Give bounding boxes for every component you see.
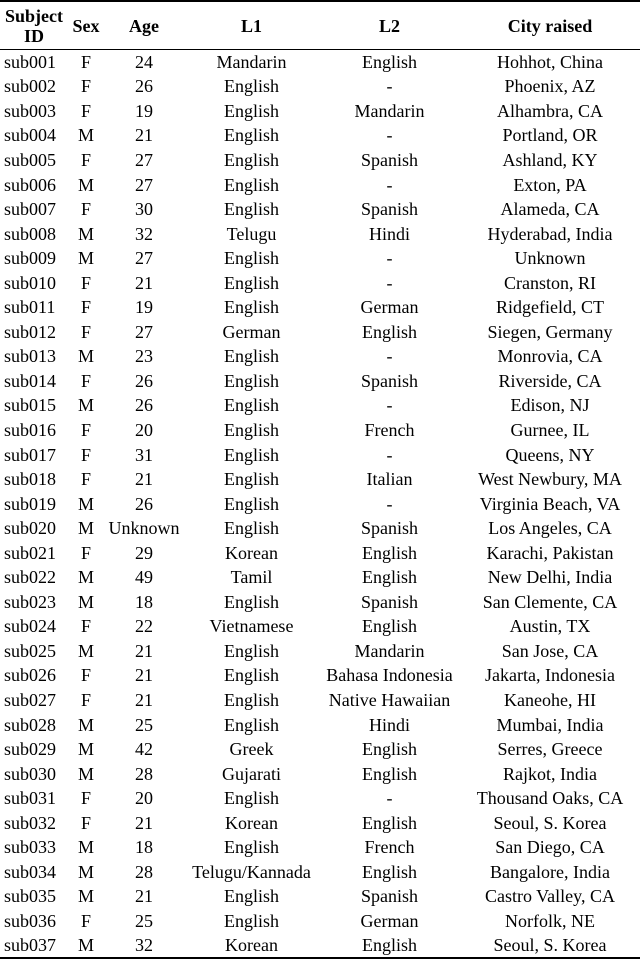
cell-city-raised: Norfolk, NE <box>505 910 595 931</box>
cell-city-raised: Alhambra, CA <box>497 100 603 121</box>
cell-city-raised: Serres, Greece <box>497 739 603 760</box>
cell-city-raised: Phoenix, AZ <box>504 76 596 97</box>
table-row <box>0 614 640 639</box>
cell-city-raised: Austin, TX <box>509 616 591 637</box>
header-city-raised: City raised <box>507 15 593 36</box>
cell-l2: English <box>361 616 417 637</box>
cell-l1: English <box>223 640 279 661</box>
cell-city-raised: Exton, PA <box>513 174 587 195</box>
cell-sex: M <box>77 837 94 858</box>
cell-age: 26 <box>135 395 153 416</box>
table-row <box>0 933 640 958</box>
cell-subject-id: sub015 <box>4 395 57 416</box>
cell-l1: English <box>223 886 279 907</box>
cell-sex: F <box>80 812 91 833</box>
cell-subject-id: sub025 <box>4 640 57 661</box>
cell-l1: English <box>223 174 279 195</box>
cell-l1: English <box>223 76 279 97</box>
cell-age: 28 <box>135 763 153 784</box>
cell-l1: Vietnamese <box>209 616 294 637</box>
cell-l2: English <box>361 321 417 342</box>
cell-subject-id: sub034 <box>4 861 57 882</box>
cell-l1: Gujarati <box>222 763 281 784</box>
cell-l1: Mandarin <box>216 52 287 73</box>
table-row <box>0 884 640 909</box>
cell-age: 21 <box>135 665 153 686</box>
cell-l2: - <box>386 444 393 465</box>
cell-age: 20 <box>135 419 153 440</box>
cell-l2: English <box>361 567 417 588</box>
cell-sex: M <box>77 248 94 269</box>
cell-subject-id: sub011 <box>4 297 56 318</box>
cell-subject-id: sub003 <box>4 100 57 121</box>
cell-sex: F <box>80 100 91 121</box>
table-row <box>0 393 640 418</box>
table-row <box>0 786 640 811</box>
cell-l2: English <box>361 861 417 882</box>
cell-city-raised: Portland, OR <box>502 125 598 146</box>
cell-subject-id: sub013 <box>4 346 57 367</box>
table-row <box>0 369 640 394</box>
cell-subject-id: sub010 <box>4 272 57 293</box>
table-body <box>0 50 640 959</box>
table-row <box>0 860 640 885</box>
cell-subject-id: sub019 <box>4 493 57 514</box>
cell-l1: English <box>223 493 279 514</box>
header-l2: L2 <box>378 15 400 36</box>
cell-city-raised: Hohhot, China <box>497 52 603 73</box>
cell-city-raised: Seoul, S. Korea <box>493 935 607 956</box>
header-subject-id <box>0 1 68 50</box>
cell-sex: M <box>77 640 94 661</box>
cell-subject-id: sub021 <box>4 542 57 563</box>
header-l1: L1 <box>240 15 262 36</box>
cell-l1: English <box>223 689 279 710</box>
cell-l1: English <box>223 591 279 612</box>
cell-age: 18 <box>135 591 153 612</box>
table-row <box>0 761 640 786</box>
cell-l1: English <box>223 297 279 318</box>
cell-l2: English <box>361 812 417 833</box>
cell-l1: English <box>223 837 279 858</box>
cell-age: 32 <box>135 935 153 956</box>
cell-l2: English <box>361 542 417 563</box>
cell-l2: - <box>386 76 393 97</box>
table-row <box>0 810 640 835</box>
cell-subject-id: sub026 <box>4 665 57 686</box>
cell-city-raised: Cranston, RI <box>504 272 596 293</box>
cell-city-raised: Edison, NJ <box>510 395 590 416</box>
header-subject-id-line2: ID <box>23 25 44 46</box>
table-row <box>0 712 640 737</box>
cell-city-raised: Monrovia, CA <box>497 346 603 367</box>
cell-subject-id: sub032 <box>4 812 57 833</box>
cell-l2: Native Hawaiian <box>328 689 451 710</box>
cell-subject-id: sub002 <box>4 76 57 97</box>
cell-l2: Mandarin <box>354 640 425 661</box>
cell-subject-id: sub012 <box>4 321 57 342</box>
cell-l2: Spanish <box>360 518 418 539</box>
cell-l2: - <box>386 788 393 809</box>
cell-city-raised: Alameda, CA <box>500 199 600 220</box>
cell-subject-id: sub035 <box>4 886 57 907</box>
table-row <box>0 909 640 934</box>
cell-l2: Spanish <box>360 886 418 907</box>
cell-age: 27 <box>135 174 153 195</box>
cell-l2: Spanish <box>360 370 418 391</box>
cell-l1: English <box>223 444 279 465</box>
cell-l2: - <box>386 272 393 293</box>
table-row <box>0 99 640 124</box>
cell-l2: - <box>386 125 393 146</box>
cell-l2: Hindi <box>368 714 410 735</box>
cell-age: 21 <box>135 125 153 146</box>
cell-sex: M <box>77 763 94 784</box>
cell-sex: F <box>80 616 91 637</box>
cell-l1: English <box>223 469 279 490</box>
cell-l1: English <box>223 419 279 440</box>
cell-city-raised: Rajkot, India <box>503 763 597 784</box>
cell-city-raised: San Clemente, CA <box>482 591 618 612</box>
cell-age: 27 <box>135 321 153 342</box>
cell-subject-id: sub014 <box>4 370 57 391</box>
table-row <box>0 737 640 762</box>
cell-l1: English <box>223 518 279 539</box>
cell-l1: English <box>223 788 279 809</box>
table-row <box>0 663 640 688</box>
cell-sex: F <box>80 76 91 97</box>
cell-sex: F <box>80 199 91 220</box>
cell-sex: F <box>80 321 91 342</box>
cell-subject-id: sub004 <box>4 125 57 146</box>
cell-age: 19 <box>135 297 153 318</box>
table-row <box>0 639 640 664</box>
header-subject-id-line1: Subject <box>5 5 63 26</box>
table-row <box>0 74 640 99</box>
cell-l1: English <box>223 125 279 146</box>
cell-age: 42 <box>135 739 153 760</box>
cell-age: 22 <box>135 616 153 637</box>
cell-sex: F <box>80 788 91 809</box>
cell-l2: German <box>360 297 419 318</box>
cell-age: 25 <box>135 714 153 735</box>
cell-sex: M <box>77 714 94 735</box>
cell-age: 21 <box>135 469 153 490</box>
cell-subject-id: sub005 <box>4 149 57 170</box>
cell-age: 24 <box>135 52 153 73</box>
table-row <box>0 442 640 467</box>
cell-age: 20 <box>135 788 153 809</box>
cell-l2: Mandarin <box>354 100 425 121</box>
cell-age: 27 <box>135 248 153 269</box>
cell-sex: M <box>77 739 94 760</box>
cell-l1: Korean <box>225 935 278 956</box>
cell-sex: M <box>77 886 94 907</box>
cell-l2: - <box>386 493 393 514</box>
cell-l2: English <box>361 935 417 956</box>
table-row <box>0 590 640 615</box>
cell-city-raised: Virginia Beach, VA <box>479 493 621 514</box>
cell-sex: F <box>80 370 91 391</box>
cell-sex: F <box>80 52 91 73</box>
table-row <box>0 467 640 492</box>
cell-subject-id: sub009 <box>4 248 57 269</box>
cell-subject-id: sub029 <box>4 739 57 760</box>
header-sex: Sex <box>72 15 100 36</box>
cell-age: 30 <box>135 199 153 220</box>
cell-l2: - <box>386 346 393 367</box>
cell-subject-id: sub001 <box>4 52 57 73</box>
cell-l2: English <box>361 763 417 784</box>
cell-l2: - <box>386 174 393 195</box>
cell-subject-id: sub023 <box>4 591 57 612</box>
cell-l2: Italian <box>366 469 413 490</box>
cell-city-raised: Unknown <box>514 248 586 269</box>
cell-age: 26 <box>135 493 153 514</box>
cell-age: 28 <box>135 861 153 882</box>
cell-subject-id: sub033 <box>4 837 57 858</box>
cell-l2: - <box>386 395 393 416</box>
cell-subject-id: sub036 <box>4 910 57 931</box>
cell-subject-id: sub006 <box>4 174 57 195</box>
cell-subject-id: sub018 <box>4 469 57 490</box>
cell-subject-id: sub028 <box>4 714 57 735</box>
cell-l2: English <box>361 52 417 73</box>
cell-l2: Spanish <box>360 149 418 170</box>
table-row <box>0 50 640 75</box>
cell-age: 21 <box>135 689 153 710</box>
cell-sex: F <box>80 149 91 170</box>
cell-l2: French <box>364 837 415 858</box>
table-row <box>0 172 640 197</box>
cell-city-raised: Siegen, Germany <box>487 321 613 342</box>
cell-sex: M <box>77 346 94 367</box>
cell-subject-id: sub031 <box>4 788 57 809</box>
cell-subject-id: sub020 <box>4 518 57 539</box>
cell-sex: M <box>77 518 94 539</box>
cell-subject-id: sub016 <box>4 419 57 440</box>
cell-l1: German <box>222 321 281 342</box>
cell-sex: M <box>77 125 94 146</box>
cell-subject-id: sub030 <box>4 763 57 784</box>
cell-age: 21 <box>135 640 153 661</box>
cell-age: 26 <box>135 370 153 391</box>
cell-l1: English <box>223 910 279 931</box>
cell-city-raised: New Delhi, India <box>487 567 613 588</box>
cell-l1: Tamil <box>230 567 273 588</box>
cell-age: 18 <box>135 837 153 858</box>
cell-city-raised: Queens, NY <box>505 444 595 465</box>
cell-city-raised: San Jose, CA <box>501 640 599 661</box>
cell-age: 23 <box>135 346 153 367</box>
cell-l1: English <box>223 346 279 367</box>
cell-subject-id: sub027 <box>4 689 57 710</box>
cell-sex: F <box>80 665 91 686</box>
cell-l1: English <box>223 248 279 269</box>
cell-l1: English <box>223 149 279 170</box>
cell-l2: Hindi <box>368 223 410 244</box>
cell-city-raised: San Diego, CA <box>495 837 605 858</box>
table-row <box>0 540 640 565</box>
cell-sex: M <box>77 591 94 612</box>
cell-city-raised: Ashland, KY <box>502 149 598 170</box>
cell-age: 31 <box>135 444 153 465</box>
cell-l2: Bahasa Indonesia <box>326 665 453 686</box>
cell-age: 21 <box>135 886 153 907</box>
cell-age: 27 <box>135 149 153 170</box>
table-row <box>0 835 640 860</box>
cell-l2: English <box>361 739 417 760</box>
header-row <box>0 1 640 50</box>
cell-age: 29 <box>135 542 153 563</box>
cell-city-raised: Castro Valley, CA <box>485 886 615 907</box>
table-header <box>0 1 640 50</box>
cell-age: 26 <box>135 76 153 97</box>
cell-sex: F <box>80 272 91 293</box>
cell-age: 32 <box>135 223 153 244</box>
cell-l1: Telugu/Kannada <box>192 861 311 882</box>
cell-sex: M <box>77 395 94 416</box>
cell-city-raised: Kaneohe, HI <box>504 689 596 710</box>
cell-l2: German <box>360 910 419 931</box>
cell-city-raised: Thousand Oaks, CA <box>476 788 624 809</box>
table-row <box>0 197 640 222</box>
cell-age: 49 <box>135 567 153 588</box>
cell-sex: M <box>77 567 94 588</box>
table-row <box>0 270 640 295</box>
cell-l1: English <box>223 370 279 391</box>
cell-city-raised: Hyderabad, India <box>487 223 613 244</box>
cell-sex: M <box>77 493 94 514</box>
cell-subject-id: sub017 <box>4 444 57 465</box>
cell-l1: English <box>223 272 279 293</box>
cell-l2: Spanish <box>360 199 418 220</box>
cell-l1: English <box>223 395 279 416</box>
cell-l1: English <box>223 199 279 220</box>
cell-age: 19 <box>135 100 153 121</box>
cell-l1: English <box>223 665 279 686</box>
cell-l2: Spanish <box>360 591 418 612</box>
cell-l2: French <box>364 419 415 440</box>
cell-age: 21 <box>135 272 153 293</box>
table-row <box>0 123 640 148</box>
table-row <box>0 688 640 713</box>
cell-sex: F <box>80 910 91 931</box>
table-row <box>0 148 640 173</box>
cell-l1: Greek <box>229 739 274 760</box>
table-row <box>0 221 640 246</box>
cell-sex: F <box>80 419 91 440</box>
table-row <box>0 320 640 345</box>
cell-age: 21 <box>135 812 153 833</box>
cell-l1: Korean <box>225 812 278 833</box>
cell-sex: F <box>80 297 91 318</box>
cell-sex: M <box>77 223 94 244</box>
table-row <box>0 565 640 590</box>
cell-city-raised: Mumbai, India <box>496 714 604 735</box>
cell-city-raised: Jakarta, Indonesia <box>485 665 615 686</box>
cell-l2: - <box>386 248 393 269</box>
header-age: Age <box>129 15 159 36</box>
cell-city-raised: Riverside, CA <box>498 370 602 391</box>
cell-subject-id: sub037 <box>4 935 57 956</box>
cell-subject-id: sub024 <box>4 616 57 637</box>
table-row <box>0 418 640 443</box>
cell-age: Unknown <box>108 518 180 539</box>
cell-city-raised: Karachi, Pakistan <box>486 542 614 563</box>
cell-l1: Telugu <box>226 223 277 244</box>
cell-city-raised: Seoul, S. Korea <box>493 812 607 833</box>
cell-sex: F <box>80 444 91 465</box>
cell-sex: F <box>80 542 91 563</box>
cell-sex: F <box>80 689 91 710</box>
cell-city-raised: Bangalore, India <box>490 861 610 882</box>
table-row <box>0 246 640 271</box>
table-row <box>0 516 640 541</box>
cell-city-raised: West Newbury, MA <box>478 469 622 490</box>
cell-city-raised: Gurnee, IL <box>510 419 590 440</box>
table-row <box>0 295 640 320</box>
cell-sex: F <box>80 469 91 490</box>
cell-l1: English <box>223 714 279 735</box>
cell-l1: English <box>223 100 279 121</box>
cell-l1: Korean <box>225 542 278 563</box>
table-row <box>0 491 640 516</box>
cell-city-raised: Ridgefield, CT <box>496 297 604 318</box>
cell-sex: M <box>77 935 94 956</box>
cell-subject-id: sub007 <box>4 199 57 220</box>
cell-age: 25 <box>135 910 153 931</box>
cell-sex: M <box>77 861 94 882</box>
cell-city-raised: Los Angeles, CA <box>488 518 612 539</box>
cell-sex: M <box>77 174 94 195</box>
cell-subject-id: sub022 <box>4 567 57 588</box>
table-row <box>0 344 640 369</box>
cell-subject-id: sub008 <box>4 223 57 244</box>
